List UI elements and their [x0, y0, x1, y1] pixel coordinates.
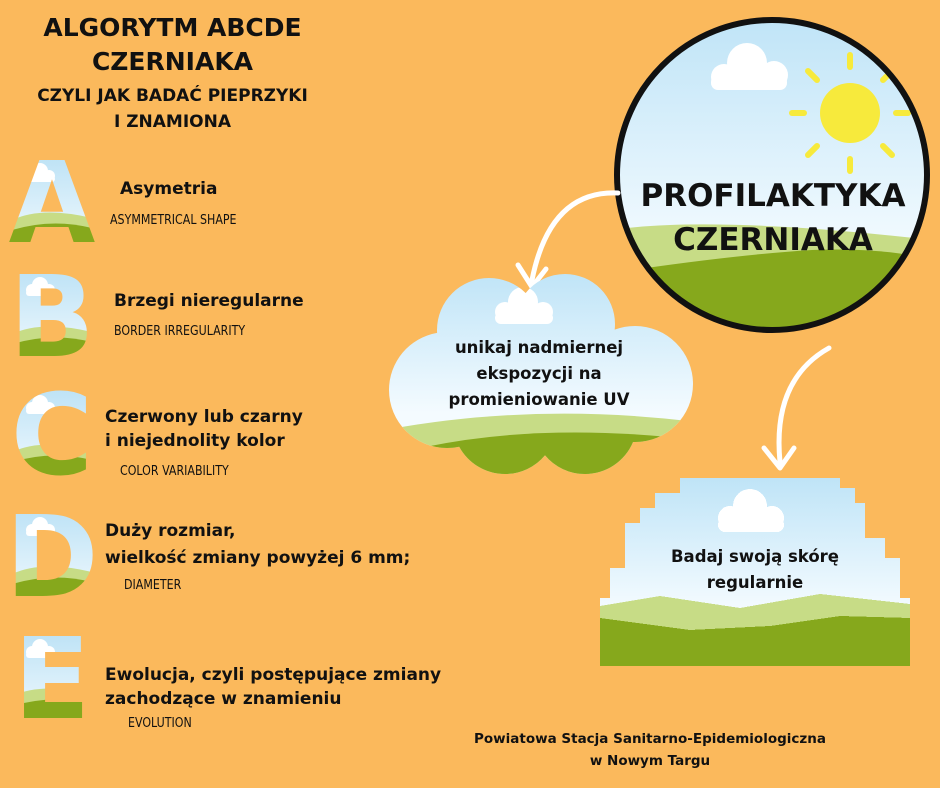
- letter-b-graphic: [9, 253, 95, 383]
- diameter-label-1: Duży rozmiar,: [105, 521, 236, 541]
- letter-c-graphic: [10, 371, 94, 501]
- footer-line-1: Powiatowa Stacja Sanitarno-Epidemiologiczna: [474, 731, 826, 747]
- footer-line-2: w Nowym Targu: [589, 753, 711, 769]
- svg-text:A: A: [8, 139, 96, 269]
- title-line-2: CZERNIAKA: [91, 47, 254, 76]
- subtitle-line-1: CZYLI JAK BADAĆ PIEPRZYKI: [37, 86, 308, 106]
- asymmetry-label: Asymetria: [120, 179, 218, 199]
- evolution-english: EVOLUTION: [128, 716, 192, 731]
- letter-e-graphic: [12, 615, 92, 745]
- arrow-right-icon: [752, 340, 837, 475]
- evolution-label-2: zachodzące w znamieniu: [105, 689, 342, 709]
- footer-organization: [440, 728, 860, 772]
- border-english: BORDER IRREGULARITY: [114, 324, 246, 339]
- svg-text:D: D: [5, 493, 99, 623]
- svg-text:C: C: [10, 371, 94, 501]
- skin-check-text: [630, 544, 880, 596]
- skin-check-line-2: regularnie: [706, 573, 804, 592]
- svg-text:E: E: [13, 615, 91, 745]
- diameter-label-2: wielkość zmiany powyżej 6 mm;: [105, 548, 411, 568]
- letter-d-graphic: [5, 493, 99, 623]
- uv-line-3: promieniowanie UV: [448, 390, 630, 409]
- border-label: Brzegi nieregularne: [114, 291, 304, 311]
- color-english: COLOR VARIABILITY: [120, 464, 229, 479]
- color-label-2: i niejednolity kolor: [105, 431, 285, 451]
- subtitle-line-2: I ZNAMIONA: [113, 112, 232, 132]
- letter-a-graphic: [8, 139, 96, 269]
- circle-title-line-2: CZERNIAKA: [673, 222, 873, 258]
- circle-title-line-1: PROFILAKTYKA: [640, 178, 906, 214]
- diameter-english: DIAMETER: [124, 578, 182, 593]
- color-label-1: Czerwony lub czarny: [105, 407, 303, 427]
- uv-cloud-text: [405, 335, 673, 413]
- uv-line-2: ekspozycji na: [476, 364, 602, 383]
- evolution-label-1: Ewolucja, czyli postępujące zmiany: [105, 665, 442, 685]
- asymmetry-english: ASYMMETRICAL SHAPE: [110, 213, 237, 228]
- svg-text:B: B: [9, 253, 95, 383]
- uv-line-1: unikaj nadmiernej: [454, 338, 624, 357]
- title-line-1: ALGORYTM ABCDE: [43, 13, 302, 42]
- skin-check-line-1: Badaj swoją skórę: [670, 547, 839, 566]
- circle-title: [618, 174, 928, 262]
